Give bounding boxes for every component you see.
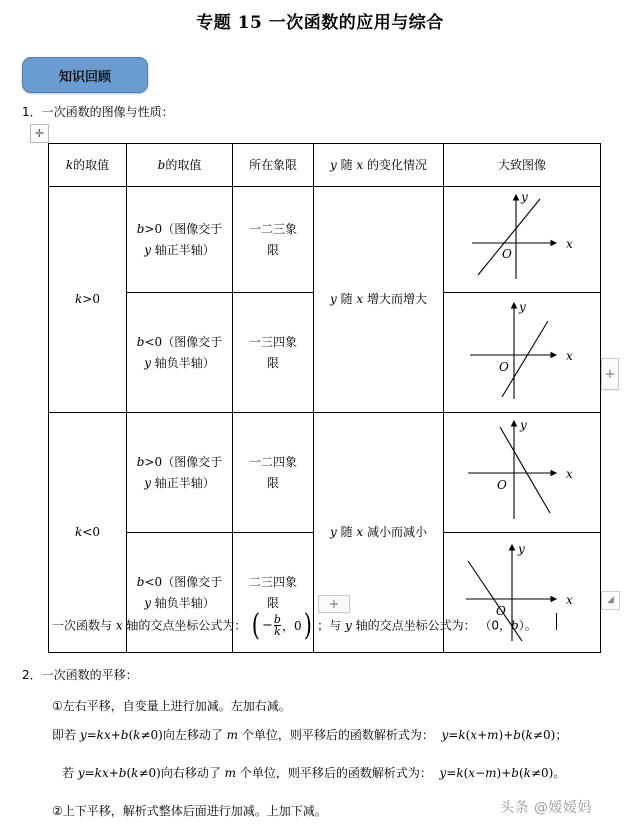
variation-cell: y 随 x 增大而增大 <box>314 187 444 413</box>
page-title: 专题 15 一次函数的应用与综合 <box>196 13 444 33</box>
resize-icon: ◢ <box>607 595 614 605</box>
insert-row-handle[interactable] <box>318 595 350 613</box>
header-b-suffix: 的取值 <box>165 157 202 172</box>
b-value-cell: b>0（图像交于 y 轴正半轴） <box>127 187 233 293</box>
table-row <box>49 413 601 533</box>
quadrant-cell: 二三四象 限 <box>233 533 314 653</box>
plus-icon: + <box>328 596 340 612</box>
k-value-cell: k<0 <box>49 413 127 653</box>
left-paren: ( <box>252 608 261 643</box>
watermark: 头条 @嫒嫒妈 <box>500 800 592 816</box>
svg-text:x: x <box>566 467 573 481</box>
graph-cell <box>444 413 601 533</box>
fraction-denominator: k <box>274 625 281 639</box>
zero-value: 0 <box>293 618 302 633</box>
quadrant-cell: 一二三象 限 <box>233 187 314 293</box>
svg-text:y: y <box>518 542 525 556</box>
section-2-item-2: ②上下平移，解析式整体后面进行加减。上加下减。 <box>52 804 327 818</box>
header-k-suffix: 的取值 <box>73 157 110 172</box>
y-intercept-coordinate: （0，b）。 <box>479 618 537 633</box>
k-value-cell: k>0 <box>49 187 127 413</box>
plus-icon: + <box>604 366 616 382</box>
quadrant-cell: 一三四象 限 <box>233 293 314 413</box>
properties-table <box>48 143 601 653</box>
section-2-heading: 2．一次函数的平移： <box>22 668 138 682</box>
table-header-cell: b的取值 <box>127 144 233 187</box>
svg-text:x: x <box>566 237 573 251</box>
table-header-row <box>49 144 601 187</box>
svg-text:y: y <box>520 418 527 432</box>
graph-line-down-positive-intercept-icon <box>444 413 601 525</box>
graph-cell <box>444 187 601 293</box>
table-row <box>49 187 601 293</box>
insert-column-handle[interactable] <box>601 358 619 390</box>
svg-text:O: O <box>496 604 506 618</box>
right-paren: ) <box>303 608 312 643</box>
minus-sign: − <box>261 618 273 634</box>
graph-line-up-negative-intercept-icon <box>444 293 601 405</box>
svg-text:O: O <box>499 360 509 374</box>
shift-left-rule: 即若 y=kx+b(k≠0)向左移动了 m 个单位，则平移后的函数解析式为： y=k(x+m)+b(k≠0)； <box>52 728 568 742</box>
svg-text:y: y <box>521 190 528 204</box>
knowledge-review-button[interactable] <box>22 57 148 93</box>
shift-right-rule: 若 y=kx+b(k≠0)向右移动了 m 个单位，则平移后的函数解析式为： y=k(x−m)+b(k≠0)。 <box>62 766 566 780</box>
comma-separator: ， <box>281 619 294 634</box>
intercept-prefix: 一次函数与 x 轴的交点坐标公式为： <box>52 618 247 633</box>
svg-text:x: x <box>566 349 573 363</box>
svg-text:x: x <box>566 593 573 607</box>
fraction-numerator: b <box>273 612 281 626</box>
text-caret <box>556 613 557 630</box>
quadrant-cell: 一二四象 限 <box>233 413 314 533</box>
section-2-item-1: ①左右平移，自变量上进行加减。左加右减。 <box>52 699 291 713</box>
table-header-cell: 大致图像 <box>444 144 601 187</box>
table-header-cell: y 随 x 的变化情况 <box>314 144 444 187</box>
knowledge-review-label: 知识回顾 <box>58 69 111 85</box>
fraction-b-over-k <box>274 614 281 638</box>
table-header-cell: k的取值 <box>49 144 127 187</box>
b-value-cell: b<0（图像交于 y 轴负半轴） <box>127 293 233 413</box>
svg-text:O: O <box>497 478 507 492</box>
move-cross-icon: ✛ <box>34 127 45 140</box>
graph-cell <box>444 293 601 413</box>
intercept-middle: ；与 y 轴的交点坐标公式为： <box>317 618 476 633</box>
section-1-heading: 1．一次函数的图像与性质： <box>22 105 174 119</box>
table-header-cell: 所在象限 <box>233 144 314 187</box>
graph-line-up-positive-intercept-icon <box>444 187 601 285</box>
table-move-handle[interactable] <box>30 124 49 143</box>
x-intercept-coordinate <box>250 608 313 643</box>
variation-cell: y 随 x 减小而减小 <box>314 413 444 653</box>
intercept-formula-note <box>52 608 537 643</box>
svg-text:y: y <box>519 300 526 314</box>
b-value-cell: b>0（图像交于 y 轴正半轴） <box>127 413 233 533</box>
b-value-cell: b<0（图像交于 y 轴负半轴） <box>127 533 233 653</box>
table-resize-handle[interactable] <box>601 591 620 610</box>
svg-text:O: O <box>502 247 512 261</box>
